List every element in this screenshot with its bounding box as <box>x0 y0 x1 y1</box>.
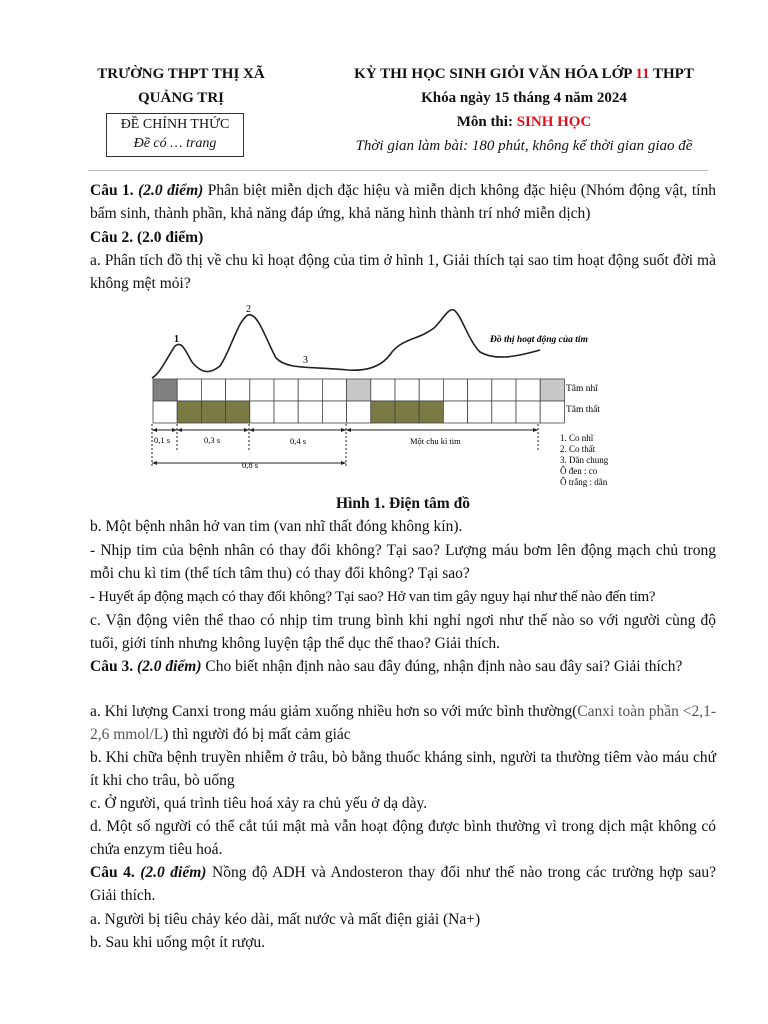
exam-title <box>318 62 730 86</box>
figure-legend <box>560 433 609 487</box>
question-3 <box>90 655 716 678</box>
legend-item-4: Ô đen : co <box>560 466 598 476</box>
subject-label: Môn thi: <box>456 114 517 130</box>
q2-part-b-1: - Nhịp tim của bệnh nhân có thay đổi không? Tại sao? Lượng máu bơm lên động mạch chủ trong mỗi chu kì tim (thể tích tâm thu) có thay đổi không? Tại sao? <box>90 542 716 583</box>
school-line-1: TRƯỜNG THPT THỊ XÃ <box>97 66 265 82</box>
ventricle-cell <box>443 401 467 423</box>
atria-cell <box>177 379 201 401</box>
q3-points: (2.0 điểm) <box>136 658 202 675</box>
legend-item-1: 1. Co nhĩ <box>560 433 594 443</box>
official-box <box>106 113 244 157</box>
question-4 <box>90 861 716 908</box>
ecg-figure <box>148 300 636 488</box>
atria-cell <box>153 379 177 401</box>
q2-label: Câu 2. (2.0 điểm) <box>90 229 204 246</box>
atria-cell <box>443 379 467 401</box>
q4-points: (2.0 điểm) <box>140 864 207 881</box>
ventricle-cell <box>516 401 540 423</box>
q1-points: (2.0 điểm) <box>138 182 204 199</box>
ventricle-cell <box>347 401 371 423</box>
atria-cell <box>250 379 274 401</box>
ventricle-cell <box>298 401 322 423</box>
q3-part-c: c. Ở người, quá trình tiêu hoá xảy ra chủ yếu ở dạ dày. <box>90 795 428 812</box>
q3-label: Câu 3. <box>90 658 137 675</box>
legend-item-5: Ô trắng : dãn <box>560 477 608 487</box>
ventricle-cell <box>322 401 346 423</box>
q4-part-b: b. Sau khi uống một ít rượu. <box>90 934 266 951</box>
q2-part-a: a. Phân tích đồ thị về chu kì hoạt động của tim ở hình 1, Giải thích tại sao tim hoạt động suốt đời mà không mệt mỏi? <box>90 252 716 293</box>
atria-cell <box>516 379 540 401</box>
ventricle-cell <box>201 401 225 423</box>
q2-part-b: b. Một bệnh nhân hở van tim (van nhĩ thất đóng không kín). <box>90 518 463 535</box>
dim-0-4s: 0,4 s <box>290 436 307 446</box>
atria-cell <box>298 379 322 401</box>
q1-label: Câu 1. <box>90 182 139 199</box>
ventricle-cell <box>274 401 298 423</box>
legend-item-2: 2. Co thất <box>560 444 596 454</box>
dim-0-3s: 0,3 s <box>204 435 221 445</box>
curve-title: Đồ thị hoạt động của tim <box>490 335 588 345</box>
heart-activity-curve <box>152 310 540 378</box>
atria-cell <box>492 379 516 401</box>
trough-3-label: 3 <box>303 355 308 366</box>
official-pages: Đề có … trang <box>133 136 217 151</box>
exam-header <box>318 62 730 158</box>
row-label-ventricle: Tâm thất <box>566 405 601 415</box>
exam-title-suffix: THPT <box>649 66 694 82</box>
exam-date: Khóa ngày 15 tháng 4 năm 2024 <box>421 90 627 106</box>
q3-part-d: d. Một số người có thể cắt túi mật mà vẫn hoạt động được bình thường vì trong dịch mật không có chứa enzym tiêu hoá. <box>90 818 716 859</box>
dim-cycle: Một chu kì tim <box>410 436 461 446</box>
peak-1-label: 1 <box>174 334 179 345</box>
atria-cell <box>226 379 250 401</box>
figure-caption: Hình 1. Điện tâm đồ <box>336 495 470 512</box>
ventricle-cell <box>153 401 177 423</box>
q4-label: Câu 4. <box>90 864 141 881</box>
header-divider <box>88 170 708 171</box>
atria-cell <box>468 379 492 401</box>
q3-a-text: a. Khi lượng Canxi trong máu giảm xuống nhiều hơn so với mức bình thường( <box>90 703 578 720</box>
dimension-arrows <box>152 428 538 465</box>
exam-subject <box>318 110 730 134</box>
q4-text: Nồng độ ADH và Andosteron thay đổi như thế nào trong các trường hợp sau? Giải thích. <box>90 864 716 905</box>
atria-cell <box>419 379 443 401</box>
ventricle-cell <box>540 401 564 423</box>
q1-text: Phân biệt miễn dịch đặc hiệu và miễn dịch không đặc hiệu (Nhóm động vật, tính bẩm sinh, thành phần, khả năng đáp ứng, khả năng hình thành trí nhớ miễn dịch) <box>90 182 716 223</box>
school-line-2: QUẢNG TRỊ <box>138 90 224 106</box>
ventricle-cell <box>226 401 250 423</box>
exam-title-prefix: KỲ THI HỌC SINH GIỎI VĂN HÓA LỚP <box>354 66 636 82</box>
atria-cell <box>322 379 346 401</box>
atria-cell <box>540 379 564 401</box>
ventricle-cell <box>468 401 492 423</box>
official-title: ĐỀ CHÍNH THỨC <box>120 117 230 132</box>
exam-grade: 11 <box>635 66 650 82</box>
row-label-atria: Tâm nhĩ <box>566 384 598 394</box>
q3-part-b: b. Khi chữa bệnh truyền nhiễm ở trâu, bò bằng thuốc kháng sinh, người ta thường tiêm vào máu chứ ít khi cho trâu, bò uống <box>90 749 716 790</box>
cycle-grid <box>153 379 564 423</box>
q3-a-end: ) thì người đó bị mất cảm giác <box>163 726 351 744</box>
exam-time: Thời gian làm bài: 180 phút, không kể thời gian giao đề <box>355 138 693 154</box>
q3-a-calcium-range: Canxi toàn phần <2,1- 2,6 mmol/L <box>90 703 716 744</box>
time-dimensions <box>152 424 538 468</box>
q2-part-c: c. Vận động viên thể thao có nhịp tim trung bình khi nghỉ ngơi như thế nào so với người cùng độ tuổi, giới tính nhưng không luyện tập thể dục thể thao? Giải thích. <box>90 612 716 653</box>
atria-cell <box>347 379 371 401</box>
q2-part-b-2: - Huyết áp động mạch có thay đổi không? Tại sao? Hở van tim gây nguy hại như thế nào đến tim? <box>90 589 656 605</box>
ventricle-cell <box>419 401 443 423</box>
atria-cell <box>371 379 395 401</box>
q4-part-a: a. Người bị tiêu chảy kéo dài, mất nước và mất điện giải (Na+) <box>90 911 481 928</box>
school-name <box>70 62 292 110</box>
ventricle-cell <box>492 401 516 423</box>
ventricle-cell <box>177 401 201 423</box>
ventricle-cell <box>371 401 395 423</box>
ventricle-cell <box>250 401 274 423</box>
atria-cell <box>201 379 225 401</box>
peak-2-label: 2 <box>246 304 251 315</box>
legend-item-3: 3. Dãn chung <box>560 455 609 465</box>
question-1 <box>90 179 716 226</box>
subject-name: SINH HỌC <box>516 114 592 130</box>
q3-part-a <box>90 700 716 747</box>
ventricle-cell <box>395 401 419 423</box>
atria-cell <box>395 379 419 401</box>
atria-cell <box>274 379 298 401</box>
dim-0-8s: 0,8 s <box>242 460 259 470</box>
q3-text: Cho biết nhận định nào sau đây đúng, nhận định nào sau đây sai? Giải thích? <box>201 658 683 675</box>
dim-0-1s: 0,1 s <box>154 435 171 445</box>
